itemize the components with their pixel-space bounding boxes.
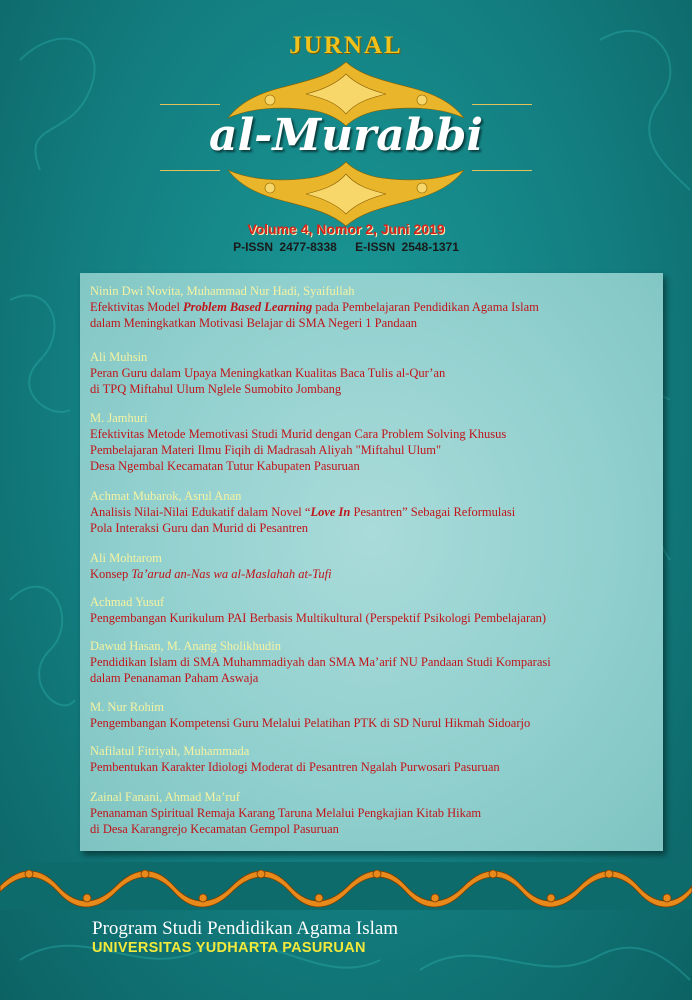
e-issn: E-ISSN 2548-1371 bbox=[355, 240, 459, 254]
article-authors: Nafilatul Fitriyah, Muhammada bbox=[90, 744, 250, 758]
gold-ornament-bottom-icon bbox=[210, 160, 482, 230]
article-item bbox=[90, 283, 660, 349]
article-title-line: dalam Penanaman Paham Aswaja bbox=[90, 671, 259, 685]
article-authors: M. Jamhuri bbox=[90, 411, 148, 425]
article-title-line: di TPQ Miftahul Ulum Nglele Sumobito Jombang bbox=[90, 382, 342, 396]
ornament-rule-left-top bbox=[160, 104, 220, 105]
article-item bbox=[90, 638, 660, 699]
article-title-line: Efektivitas Metode Memotivasi Studi Murid dengan Cara Problem Solving Khusus bbox=[90, 427, 507, 441]
article-authors: Achmat Mubarok, Asrul Anan bbox=[90, 489, 242, 503]
article-title-line: Pola Interaksi Guru dan Murid di Pesantren bbox=[90, 521, 309, 535]
article-authors: Zainal Fanani, Ahmad Ma’ruf bbox=[90, 790, 240, 804]
article-authors: Ali Mohtarom bbox=[90, 551, 162, 565]
article-item bbox=[90, 789, 660, 837]
journal-label: JURNAL bbox=[289, 32, 403, 59]
ornament-rule-right-bottom bbox=[472, 170, 532, 171]
article-title-line: Desa Ngembal Kecamatan Tutur Kabupaten Pasuruan bbox=[90, 459, 360, 473]
article-title-line: Pengembangan Kurikulum PAI Berbasis Multikultural (Perspektif Psikologi Pembelajaran) bbox=[90, 611, 547, 625]
article-title-line: Efektivitas Model Problem Based Learning pada Pembelajaran Pendidikan Agama Islam bbox=[90, 300, 539, 314]
ornament-rule-right-top bbox=[472, 104, 532, 105]
article-item bbox=[90, 743, 660, 789]
article-authors: M. Nur Rohim bbox=[90, 700, 164, 714]
orange-ornament-band-icon bbox=[0, 862, 692, 910]
article-title-line: Pendidikan Islam di SMA Muhammadiyah dan SMA Ma’arif NU Pandaan Studi Komparasi bbox=[90, 655, 551, 669]
journal-title: al-Murabbi bbox=[208, 110, 484, 161]
ornament-rule-left-bottom bbox=[160, 170, 220, 171]
article-title-line: dalam Meningkatkan Motivasi Belajar di SMA Negeri 1 Pandaan bbox=[90, 316, 418, 330]
article-title-line: Pembentukan Karakter Idiologi Moderat di Pesantren Ngalah Purwosari Pasuruan bbox=[90, 760, 500, 774]
article-title-line: Konsep Ta’arud an-Nas wa al-Maslahah at-Tufi bbox=[90, 567, 332, 581]
article-item bbox=[90, 488, 660, 550]
article-list bbox=[90, 283, 660, 837]
article-title-line: Analisis Nilai-Nilai Edukatif dalam Novel “Love In Pesantren” Sebagai Reformulasi bbox=[90, 505, 516, 519]
volume-info: Volume 4, Nomor 2, Juni 2019 bbox=[247, 221, 445, 237]
article-title-line: Pembelajaran Materi Ilmu Fiqih di Madrasah Aliyah "Miftahul Ulum" bbox=[90, 443, 442, 457]
article-item bbox=[90, 349, 660, 410]
university-name: UNIVERSITAS YUDHARTA PASURUAN bbox=[92, 940, 366, 956]
article-title-line: Penanaman Spiritual Remaja Karang Taruna Melalui Pengkajian Kitab Hikam bbox=[90, 806, 482, 820]
article-item bbox=[90, 699, 660, 743]
article-title-line: di Desa Karangrejo Kecamatan Gempol Pasuruan bbox=[90, 822, 339, 836]
article-authors: Dawud Hasan, M. Anang Sholikhudin bbox=[90, 639, 281, 653]
article-item bbox=[90, 550, 660, 594]
article-title-line: Peran Guru dalam Upaya Meningkatkan Kualitas Baca Tulis al-Qur’an bbox=[90, 366, 446, 380]
article-authors: Ninin Dwi Novita, Muhammad Nur Hadi, Syaifullah bbox=[90, 284, 355, 298]
article-item bbox=[90, 410, 660, 488]
p-issn: P-ISSN 2477-8338 bbox=[233, 240, 337, 254]
program-name: Program Studi Pendidikan Agama Islam bbox=[92, 918, 399, 939]
article-authors: Achmad Yusuf bbox=[90, 595, 165, 609]
issn-line bbox=[0, 240, 692, 254]
article-authors: Ali Muhsin bbox=[90, 350, 148, 364]
article-title-line: Pengembangan Kompetensi Guru Melalui Pelatihan PTK di SD Nurul Hikmah Sidoarjo bbox=[90, 716, 531, 730]
article-item bbox=[90, 594, 660, 638]
